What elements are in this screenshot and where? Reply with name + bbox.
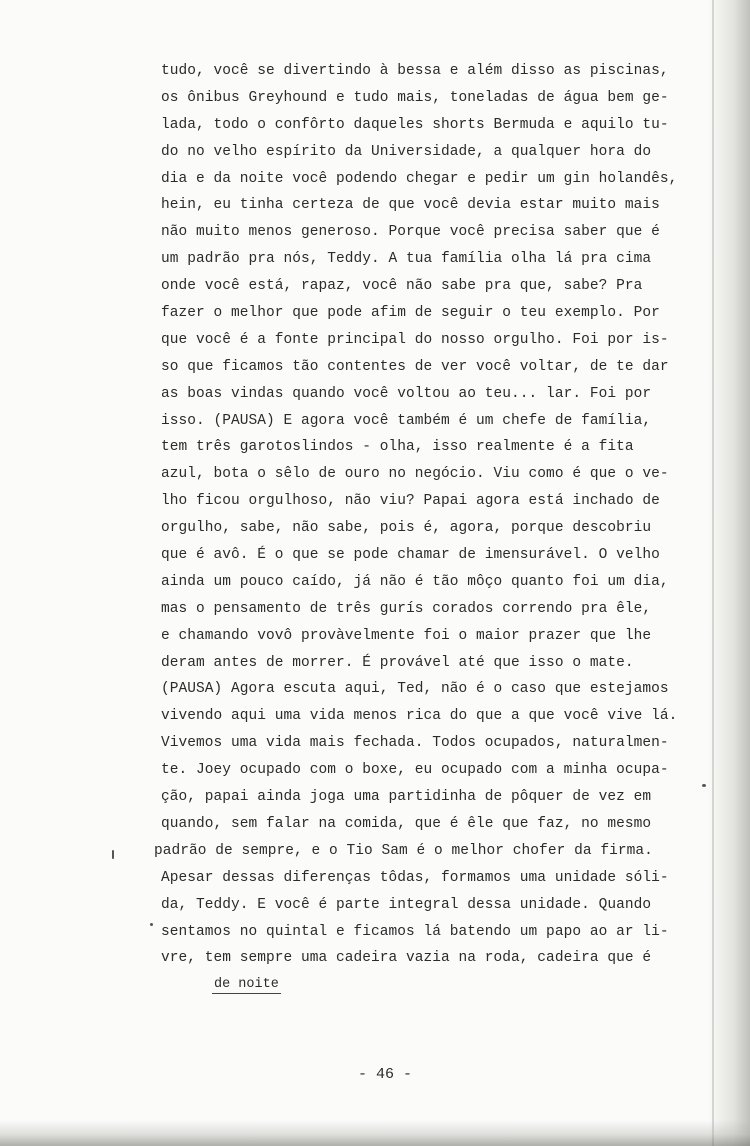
text-line: que você é a fonte principal do nosso orgulho. Foi por is-	[161, 331, 669, 348]
handwritten-insertion: de noite	[214, 977, 279, 992]
text-line: quando, sem falar na comida, que é êle que faz, no mesmo	[161, 815, 652, 832]
page-edge-shadow	[708, 0, 750, 1146]
text-line: ainda um pouco caído, já não é tão môço quanto foi um dia,	[161, 573, 669, 590]
text-line: lho ficou orgulhoso, não viu? Papai agora está inchado de	[161, 493, 660, 510]
text-line: (PAUSA) Agora escuta aqui, Ted, não é o caso que estejamos	[161, 681, 669, 698]
text-line: Vivemos uma vida mais fechada. Todos ocupados, naturalmen-	[161, 735, 669, 752]
text-line: tem três garotoslindos - olha, isso realmente é a fita	[161, 439, 634, 456]
ink-speck	[702, 784, 706, 787]
typewritten-text-block	[154, 58, 701, 972]
text-line: lada, todo o confôrto daqueles shorts Bermuda e aquilo tu-	[161, 116, 669, 133]
text-line: vre, tem sempre uma cadeira vazia na roda, cadeira que é	[161, 950, 652, 967]
text-line: do no velho espírito da Universidade, a qualquer hora do	[161, 143, 652, 160]
text-line: so que ficamos tão contentes de ver você voltar, de te dar	[161, 358, 669, 375]
text-line: Apesar dessas diferenças tôdas, formamos uma unidade sóli-	[161, 869, 669, 886]
page-bottom-edge	[0, 1120, 750, 1146]
text-line: os ônibus Greyhound e tudo mais, toneladas de água bem ge-	[161, 89, 669, 106]
text-line: tudo, você se divertindo à bessa e além disso as piscinas,	[161, 63, 669, 79]
page-fold-line	[712, 0, 714, 1146]
text-line: dia e da noite você podendo chegar e pedir um gin holandês,	[161, 170, 678, 187]
page-number: - 46 -	[357, 1066, 412, 1083]
text-line: azul, bota o sêlo de ouro no negócio. Viu como é que o ve-	[161, 466, 669, 483]
text-line: e chamando vovô provàvelmente foi o maior prazer que lhe	[161, 627, 652, 644]
ink-speck	[112, 850, 114, 859]
text-line: ção, papai ainda joga uma partidinha de pôquer de vez em	[161, 789, 652, 806]
text-line: onde você está, rapaz, você não sabe pra que, sabe? Pra	[161, 278, 643, 295]
text-line: que é avô. É o que se pode chamar de imensurável. O velho	[161, 547, 660, 564]
text-line: da, Teddy. E você é parte integral dessa unidade. Quando	[161, 896, 652, 913]
text-line: não muito menos generoso. Porque você precisa saber que é	[161, 224, 660, 241]
text-line: deram antes de morrer. É provável até que isso o mate.	[161, 654, 634, 671]
text-line: um padrão pra nós, Teddy. A tua família olha lá pra cima	[161, 251, 652, 268]
text-line: hein, eu tinha certeza de que você devia estar muito mais	[161, 197, 660, 214]
text-line: fazer o melhor que pode afim de seguir o teu exemplo. Por	[161, 305, 660, 322]
text-line: mas o pensamento de três gurís corados correndo pra êle,	[161, 600, 652, 617]
text-line: sentamos no quintal e ficamos lá batendo um papo ao ar li-	[161, 923, 669, 940]
text-line: isso. (PAUSA) E agora você também é um chefe de família,	[161, 412, 652, 429]
ink-speck	[150, 923, 153, 926]
text-line: padrão de sempre, e o Tio Sam é o melhor chofer da firma.	[154, 842, 653, 859]
text-line: te. Joey ocupado com o boxe, eu ocupado com a minha ocupa-	[161, 762, 669, 779]
text-line: vivendo aqui uma vida menos rica do que a que você vive lá.	[161, 708, 678, 725]
text-line: orgulho, sabe, não sabe, pois é, agora, porque descobriu	[161, 520, 652, 537]
text-line: as boas vindas quando você voltou ao teu... lar. Foi por	[161, 385, 652, 402]
